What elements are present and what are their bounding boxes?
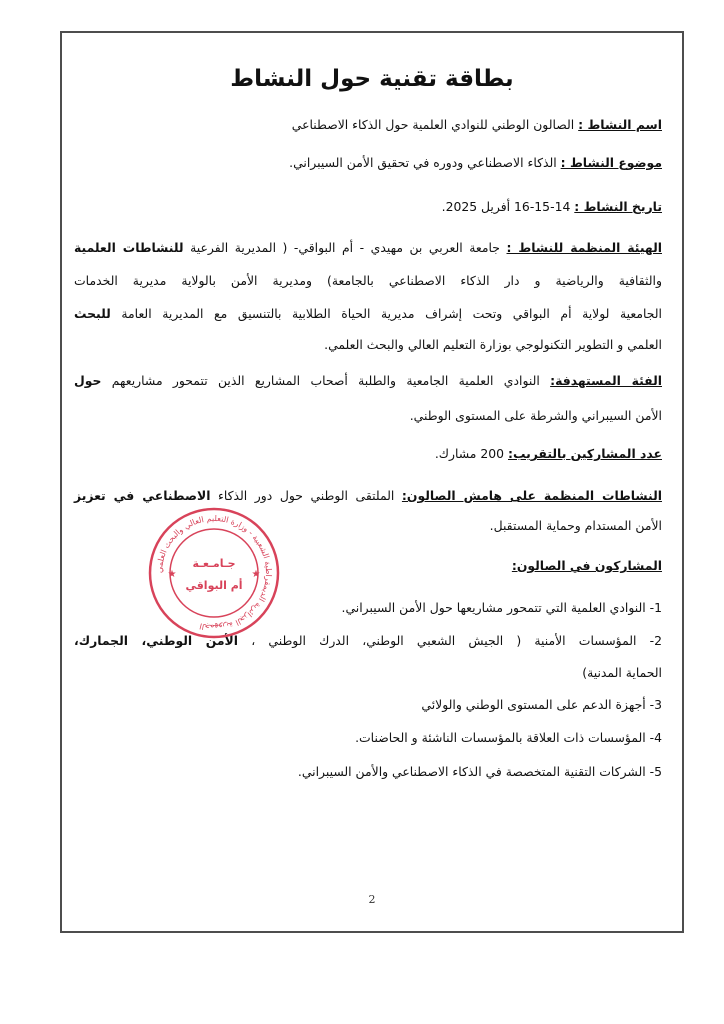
stamp-inner-ring bbox=[167, 529, 258, 617]
organizer-line-4: العلمي و التطوير التكنولوجي بوزارة التعليم العالي والبحث العلمي. bbox=[324, 337, 662, 352]
participants-count-value: 200 مشارك. bbox=[434, 446, 508, 461]
target-text-1: النوادي العلمية الجامعية والطلبة أصحاب المشاريع الذين تتمحور مشاريعهم bbox=[101, 373, 551, 388]
participants-label: المشاركون في الصالون: bbox=[511, 558, 662, 573]
participant-item-3: 3- أجهزة الدعم على المستوى الوطني والولائي bbox=[421, 697, 662, 712]
participants-heading bbox=[512, 558, 662, 573]
side-activities-label: النشاطات المنظمة على هامش الصالون: bbox=[401, 488, 662, 503]
stamp-inner-line-1: جـامـعـة bbox=[192, 557, 236, 570]
activity-topic-value: الذكاء الاصطناعي ودوره في تحقيق الأمن السيبراني. bbox=[289, 155, 561, 170]
organizer-text-3: الجامعية لولاية أم البواقي وتحت إشراف مديرية الحياة الطلابية بالتنسيق مع المديرية العامة bbox=[110, 306, 662, 321]
organizer-text-1: جامعة العربي بن مهيدي - أم البواقي- ( المديرية الفرعية bbox=[183, 240, 507, 255]
participant-item-1: 1- النوادي العلمية التي تتمحور مشاريعها حول الأمن السيبراني. bbox=[341, 600, 662, 615]
page-number: 2 bbox=[368, 893, 376, 906]
activity-date-value: 14-15-16 أفريل 2025. bbox=[441, 199, 575, 214]
participant-item-5: 5- الشركات التقنية المتخصصة في الذكاء الاصطناعي والأمن السيبراني. bbox=[297, 764, 662, 779]
target-line-2: الأمن السيبراني والشرطة على المستوى الوطني. bbox=[409, 408, 662, 423]
stamp-star-icon-right: ★ bbox=[251, 569, 261, 580]
activity-topic-label: موضوع النشاط : bbox=[560, 155, 662, 170]
activity-name-value: الصالون الوطني للنوادي العلمية حول الذكاء الاصطناعي bbox=[291, 117, 579, 132]
participant-item-2-text: 2- المؤسسات الأمنية ( الجيش الشعبي الوطني، الدرك الوطني ، bbox=[238, 633, 662, 648]
activity-name-line bbox=[292, 117, 662, 132]
activity-date-line bbox=[442, 199, 662, 214]
side-activities-text-1-bold: الاصطناعي في تعزيز bbox=[74, 488, 211, 503]
stamp-inner-line-2: أم البواقي bbox=[185, 579, 243, 592]
organizer-label: الهيئة المنظمة للنشاط : bbox=[506, 240, 662, 255]
organizer-line-3 bbox=[74, 306, 662, 321]
participant-item-2-bold: الأمن الوطني، الجمارك، bbox=[74, 633, 239, 648]
organizer-line-1 bbox=[74, 240, 662, 255]
document-title: بطاقة تقنية حول النشاط bbox=[230, 66, 514, 92]
participants-count-line bbox=[435, 446, 662, 461]
side-activities-line-2: الأمن المستدام وحماية المستقبل. bbox=[489, 518, 662, 533]
target-text-1-bold: حول bbox=[74, 373, 102, 388]
activity-name-label: اسم النشاط : bbox=[578, 117, 662, 132]
side-activities-line-1 bbox=[74, 488, 662, 503]
stamp-star-icon: ★ bbox=[167, 569, 177, 580]
target-line-1 bbox=[74, 373, 662, 388]
organizer-line-2: والثقافية والرياضية و دار الذكاء الاصطناعي بالجامعة) ومديرية الأمن بالولاية مديرية الخدمات bbox=[74, 273, 662, 288]
organizer-text-1-bold: للنشاطات العلمية bbox=[74, 240, 184, 255]
target-label: الفئة المستهدفة: bbox=[550, 373, 662, 388]
activity-topic-line bbox=[289, 155, 662, 170]
university-stamp bbox=[146, 505, 282, 641]
organizer-text-3-bold: للبحث bbox=[74, 306, 111, 321]
participant-item-4: 4- المؤسسات ذات العلاقة بالمؤسسات الناشئة و الحاضنات. bbox=[355, 730, 662, 745]
activity-date-label: تاريخ النشاط : bbox=[574, 199, 662, 214]
stamp-outer-textpath: الجمهورية الجزائرية الديمقراطية الشعبية - وزارة التعليم العالي والبحث العلمي bbox=[154, 513, 274, 633]
participants-count-label: عدد المشاركين بالتقريب: bbox=[508, 446, 662, 461]
side-activities-text-1: الملتقى الوطني حول دور الذكاء bbox=[210, 488, 402, 503]
participant-item-2-cont: الحماية المدنية) bbox=[582, 665, 662, 680]
